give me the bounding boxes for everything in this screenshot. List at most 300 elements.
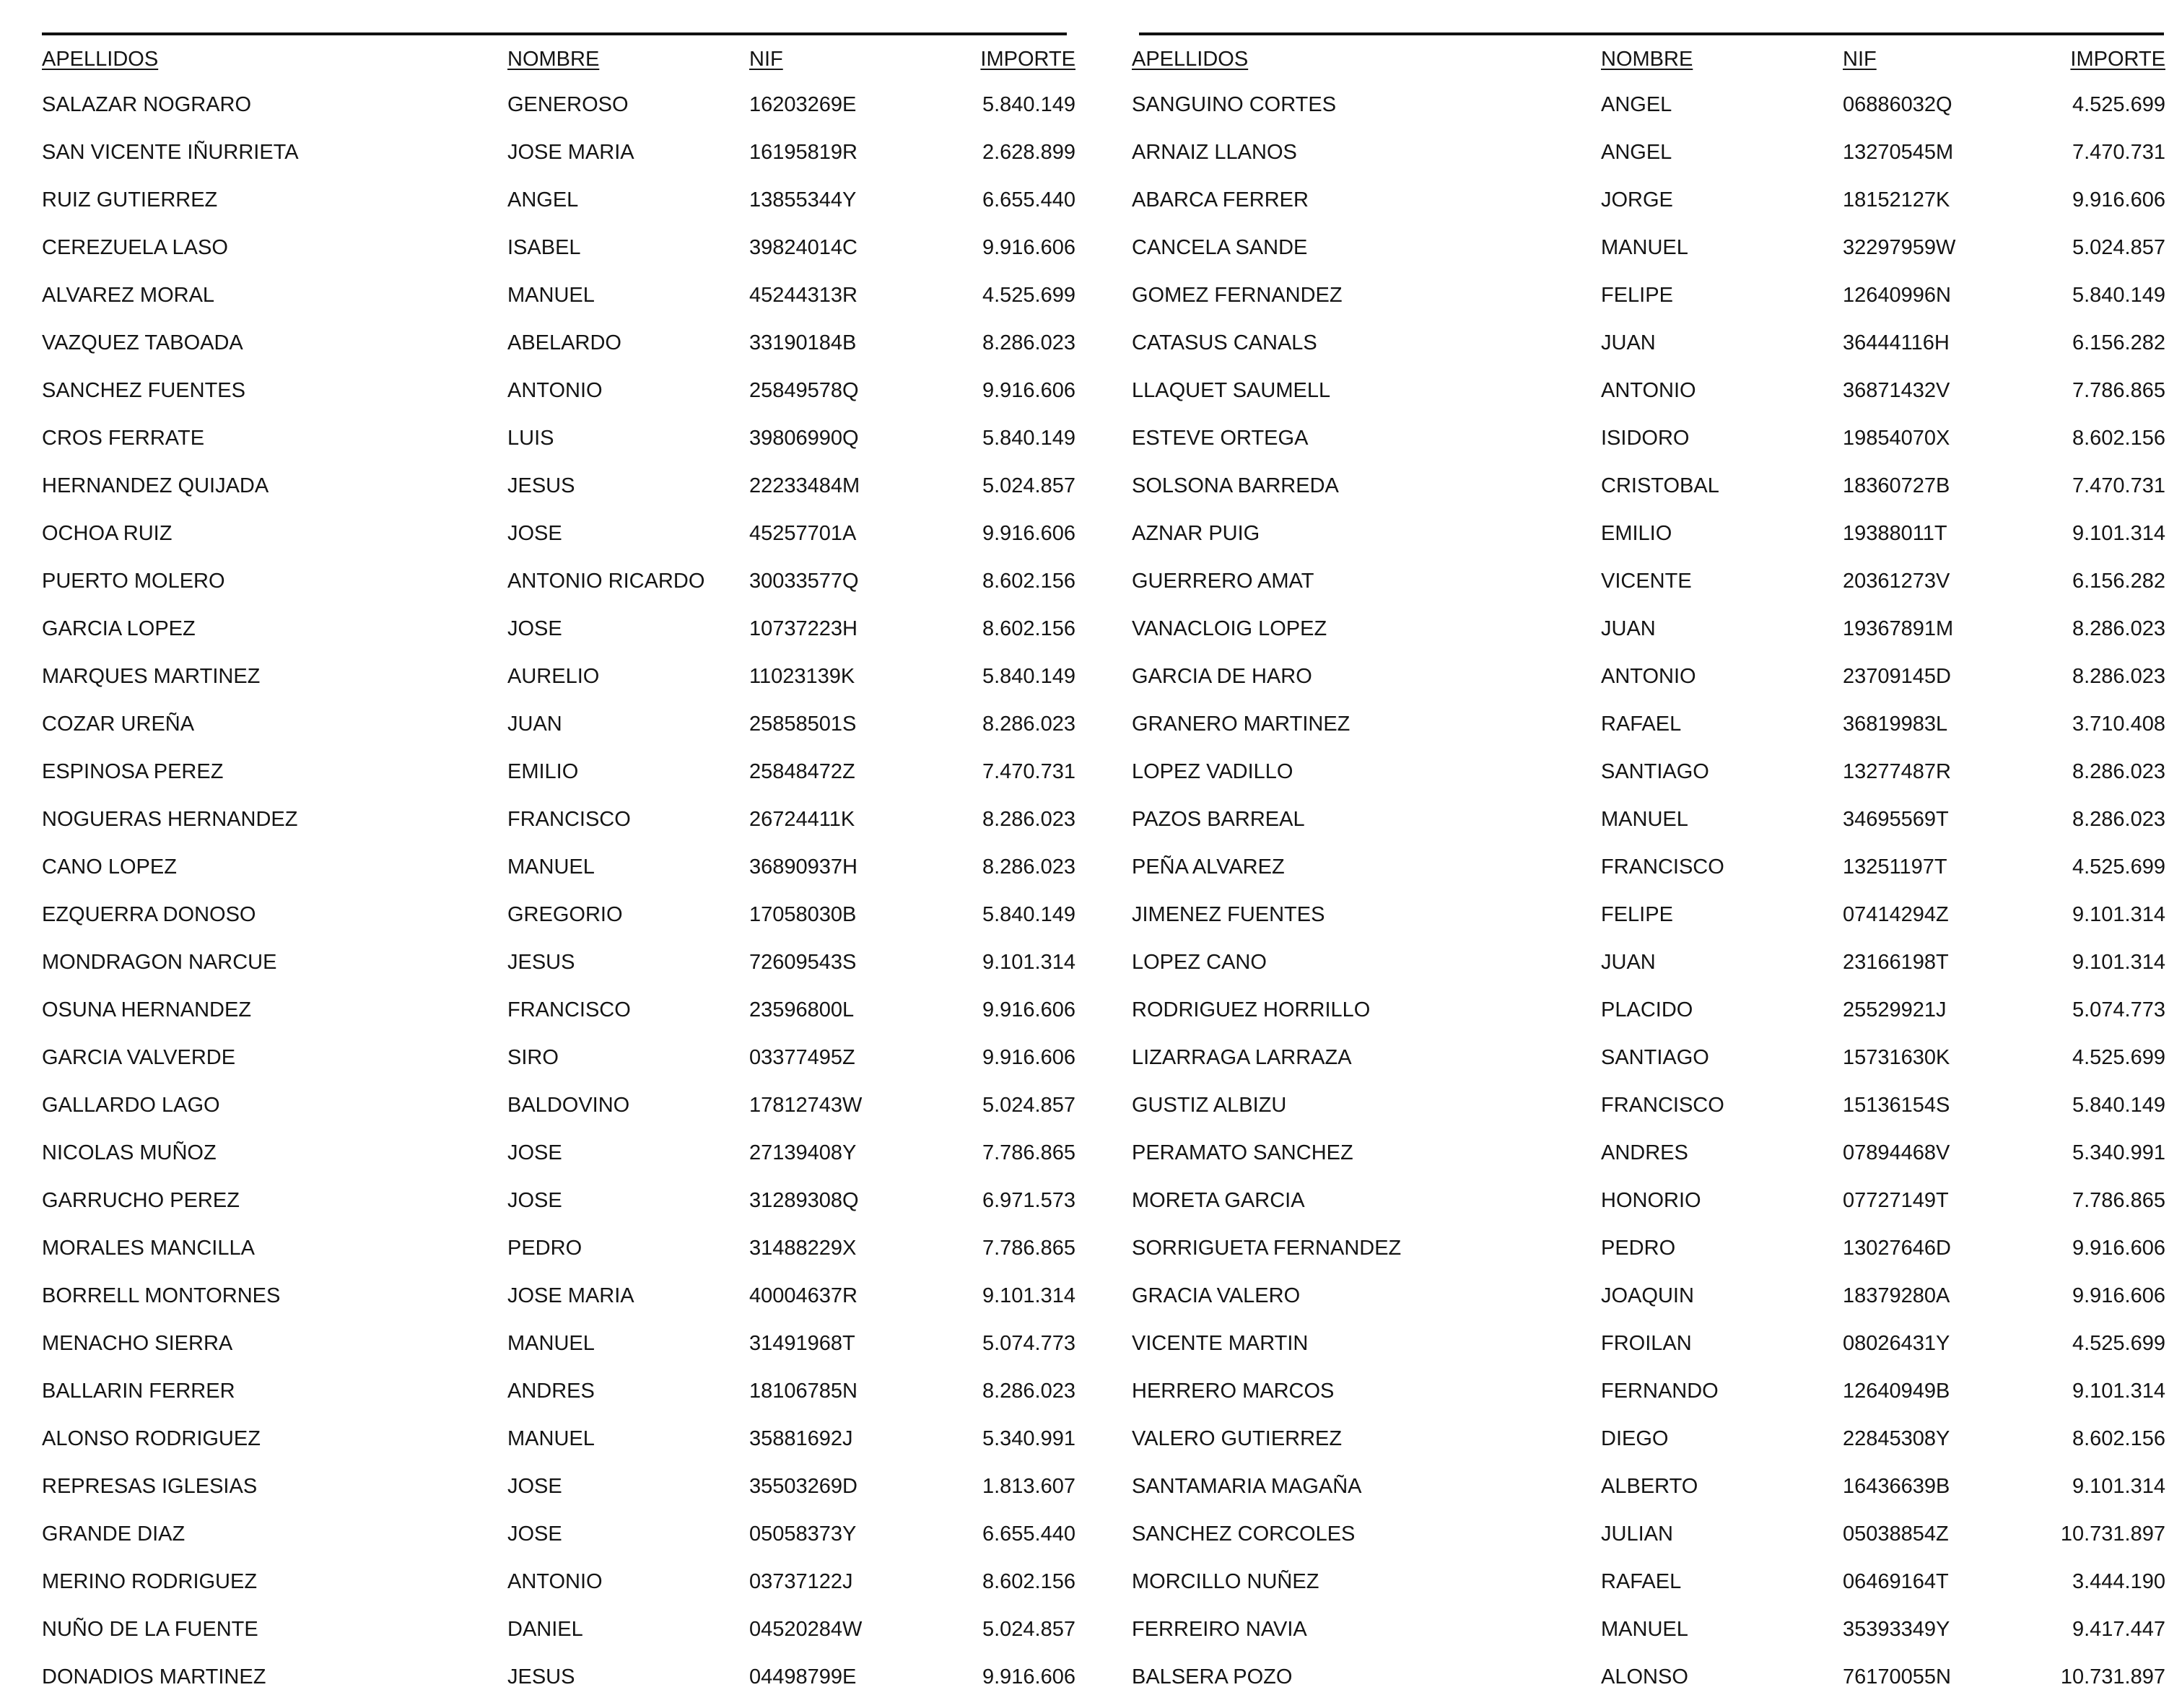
cell-importe: 8.602.156 [982, 570, 1075, 593]
table-row [1132, 796, 2165, 843]
cell-apellidos: MORCILLO NUÑEZ [1132, 1570, 1319, 1593]
table-row [1132, 462, 2165, 510]
table-row [42, 1224, 1075, 1272]
table-row [1132, 1367, 2165, 1415]
cell-importe: 5.840.149 [2072, 284, 2165, 307]
table-row [1132, 605, 2165, 653]
cell-importe: 9.101.314 [2072, 1380, 2165, 1403]
cell-apellidos: VALERO GUTIERREZ [1132, 1427, 1343, 1450]
cell-importe: 8.602.156 [982, 1570, 1075, 1593]
header-apellidos: APELLIDOS [42, 48, 159, 71]
cell-nombre: JUAN [507, 713, 562, 736]
cell-nombre: EMILIO [1601, 522, 1672, 545]
cell-nif: 13855344Y [749, 188, 857, 212]
cell-importe: 6.655.440 [982, 1522, 1075, 1546]
cell-nif: 23709145D [1843, 665, 1951, 688]
table-row [42, 271, 1075, 319]
cell-importe: 9.916.606 [982, 236, 1075, 259]
cell-apellidos: BORRELL MONTORNES [42, 1284, 281, 1307]
cell-apellidos: ESTEVE ORTEGA [1132, 427, 1309, 450]
cell-importe: 2.628.899 [982, 141, 1075, 164]
cell-apellidos: VAZQUEZ TABOADA [42, 331, 243, 354]
table-row [1132, 319, 2165, 367]
cell-nif: 36444116H [1843, 331, 1950, 354]
cell-apellidos: OSUNA HERNANDEZ [42, 998, 252, 1021]
header-importe: IMPORTE [2070, 48, 2165, 71]
table-row [42, 891, 1075, 938]
cell-nif: 25858501S [749, 713, 857, 736]
cell-nif: 40004637R [749, 1284, 857, 1307]
cell-apellidos: MENACHO SIERRA [42, 1332, 233, 1355]
table-row [1132, 843, 2165, 891]
cell-importe: 6.156.282 [2072, 331, 2165, 354]
cell-nombre: ANTONIO [507, 379, 603, 402]
table-row [1132, 1177, 2165, 1224]
cell-importe: 4.525.699 [982, 284, 1075, 307]
top-rule-right [1139, 32, 2164, 35]
cell-apellidos: ESPINOSA PEREZ [42, 760, 224, 783]
cell-nombre: FRANCISCO [1601, 855, 1724, 879]
cell-apellidos: COZAR UREÑA [42, 713, 195, 736]
cell-apellidos: CEREZUELA LASO [42, 236, 228, 259]
right-table [1132, 43, 2165, 1701]
cell-apellidos: HERNANDEZ QUIJADA [42, 474, 269, 497]
table-row [1132, 891, 2165, 938]
table-row [42, 1605, 1075, 1653]
cell-importe: 4.525.699 [2072, 1332, 2165, 1355]
cell-importe: 9.101.314 [2072, 951, 2165, 974]
cell-nif: 35881692J [749, 1427, 853, 1450]
cell-nif: 30033577Q [749, 570, 859, 593]
table-row [1132, 414, 2165, 462]
cell-nombre: CRISTOBAL [1601, 474, 1719, 497]
cell-nif: 76170055N [1843, 1665, 1951, 1689]
cell-nif: 39824014C [749, 236, 857, 259]
table-row [42, 1034, 1075, 1081]
table-row [42, 1177, 1075, 1224]
cell-nombre: ANTONIO [507, 1570, 603, 1593]
cell-nombre: MANUEL [1601, 1618, 1688, 1641]
right-rows [1132, 81, 2165, 1701]
table-row [42, 986, 1075, 1034]
cell-nif: 11023139K [749, 665, 855, 688]
cell-apellidos: MERINO RODRIGUEZ [42, 1570, 258, 1593]
cell-importe: 9.916.606 [982, 522, 1075, 545]
table-row [42, 81, 1075, 128]
cell-importe: 5.340.991 [982, 1427, 1075, 1450]
cell-nombre: MANUEL [1601, 808, 1688, 831]
cell-apellidos: CANCELA SANDE [1132, 236, 1308, 259]
table-row [42, 748, 1075, 796]
cell-importe: 7.786.865 [982, 1141, 1075, 1164]
cell-importe: 8.602.156 [2072, 427, 2165, 450]
cell-nif: 23166198T [1843, 951, 1949, 974]
cell-nombre: RAFAEL [1601, 1570, 1682, 1593]
cell-nombre: JOSE [507, 522, 562, 545]
cell-apellidos: OCHOA RUIZ [42, 522, 173, 545]
table-row [42, 1415, 1075, 1463]
cell-importe: 5.840.149 [2072, 1094, 2165, 1117]
cell-apellidos: GOMEZ FERNANDEZ [1132, 284, 1343, 307]
cell-nombre: MANUEL [507, 1332, 595, 1355]
cell-nif: 18106785N [749, 1380, 857, 1403]
cell-nif: 05058373Y [749, 1522, 857, 1546]
cell-apellidos: SANCHEZ FUENTES [42, 379, 245, 402]
cell-apellidos: BALLARIN FERRER [42, 1380, 235, 1403]
table-row [42, 1463, 1075, 1510]
cell-nif: 19367891M [1843, 617, 1954, 640]
cell-apellidos: PUERTO MOLERO [42, 570, 225, 593]
cell-apellidos: ALONSO RODRIGUEZ [42, 1427, 261, 1450]
cell-importe: 4.525.699 [2072, 1046, 2165, 1069]
cell-importe: 9.417.447 [2072, 1618, 2165, 1641]
cell-apellidos: MONDRAGON NARCUE [42, 951, 277, 974]
cell-apellidos: LIZARRAGA LARRAZA [1132, 1046, 1352, 1069]
cell-importe: 7.470.731 [2072, 141, 2165, 164]
cell-nif: 18360727B [1843, 474, 1950, 497]
cell-nif: 35393349Y [1843, 1618, 1950, 1641]
cell-apellidos: GARCIA DE HARO [1132, 665, 1312, 688]
cell-apellidos: VANACLOIG LOPEZ [1132, 617, 1327, 640]
cell-apellidos: SANGUINO CORTES [1132, 93, 1337, 116]
table-row [1132, 1034, 2165, 1081]
cell-nif: 07414294Z [1843, 903, 1949, 926]
table-row [1132, 986, 2165, 1034]
cell-nif: 06469164T [1843, 1570, 1949, 1593]
cell-importe: 8.286.023 [2072, 808, 2165, 831]
cell-apellidos: SORRIGUETA FERNANDEZ [1132, 1237, 1402, 1260]
cell-nombre: PLACIDO [1601, 998, 1693, 1021]
cell-nombre: DIEGO [1601, 1427, 1669, 1450]
table-row [42, 796, 1075, 843]
cell-nombre: LUIS [507, 427, 554, 450]
header-nif: NIF [749, 48, 783, 71]
cell-importe: 5.024.857 [982, 1094, 1075, 1117]
cell-importe: 9.101.314 [982, 1284, 1075, 1307]
table-row [42, 1367, 1075, 1415]
table-row [42, 1653, 1075, 1701]
cell-nombre: BALDOVINO [507, 1094, 630, 1117]
table-row [42, 1129, 1075, 1177]
cell-apellidos: RODRIGUEZ HORRILLO [1132, 998, 1371, 1021]
header-apellidos: APELLIDOS [1132, 48, 1249, 71]
cell-apellidos: REPRESAS IGLESIAS [42, 1475, 258, 1498]
cell-importe: 8.286.023 [2072, 760, 2165, 783]
cell-importe: 7.470.731 [982, 760, 1075, 783]
cell-nombre: JOSE [507, 1522, 562, 1546]
cell-nombre: JULIAN [1601, 1522, 1673, 1546]
cell-nif: 34695569T [1843, 808, 1949, 831]
cell-importe: 5.840.149 [982, 427, 1075, 450]
cell-apellidos: VICENTE MARTIN [1132, 1332, 1309, 1355]
cell-importe: 9.916.606 [982, 379, 1075, 402]
cell-nombre: JOSE MARIA [507, 141, 634, 164]
cell-apellidos: SAN VICENTE IÑURRIETA [42, 141, 299, 164]
cell-apellidos: NUÑO DE LA FUENTE [42, 1618, 258, 1641]
cell-importe: 3.444.190 [2072, 1570, 2165, 1593]
cell-nombre: FRANCISCO [1601, 1094, 1724, 1117]
cell-nombre: MANUEL [1601, 236, 1688, 259]
cell-apellidos: EZQUERRA DONOSO [42, 903, 256, 926]
cell-nif: 23596800L [749, 998, 855, 1021]
table-row [42, 414, 1075, 462]
cell-nombre: SANTIAGO [1601, 760, 1709, 783]
table-row [1132, 1558, 2165, 1605]
cell-apellidos: GARRUCHO PEREZ [42, 1189, 240, 1212]
cell-nif: 13251197T [1843, 855, 1947, 879]
cell-importe: 10.731.897 [2060, 1665, 2165, 1689]
cell-nif: 35503269D [749, 1475, 857, 1498]
cell-nif: 72609543S [749, 951, 857, 974]
table-row [1132, 1463, 2165, 1510]
cell-importe: 8.286.023 [982, 855, 1075, 879]
cell-apellidos: DONADIOS MARTINEZ [42, 1665, 266, 1689]
table-row [42, 367, 1075, 414]
cell-nombre: ANDRES [1601, 1141, 1688, 1164]
cell-importe: 8.602.156 [2072, 1427, 2165, 1450]
cell-apellidos: GRANDE DIAZ [42, 1522, 186, 1546]
cell-importe: 9.101.314 [982, 951, 1075, 974]
cell-importe: 9.101.314 [2072, 903, 2165, 926]
cell-nif: 08026431Y [1843, 1332, 1950, 1355]
cell-apellidos: SANCHEZ CORCOLES [1132, 1522, 1356, 1546]
cell-importe: 7.786.865 [2072, 379, 2165, 402]
cell-nombre: MANUEL [507, 855, 595, 879]
cell-nombre: DANIEL [507, 1618, 583, 1641]
table-row [1132, 557, 2165, 605]
cell-nif: 20361273V [1843, 570, 1950, 593]
cell-nombre: ISIDORO [1601, 427, 1690, 450]
cell-apellidos: CROS FERRATE [42, 427, 205, 450]
cell-apellidos: ARNAIZ LLANOS [1132, 141, 1297, 164]
cell-apellidos: PAZOS BARREAL [1132, 808, 1305, 831]
cell-importe: 3.710.408 [2072, 713, 2165, 736]
cell-apellidos: CANO LOPEZ [42, 855, 177, 879]
cell-importe: 5.024.857 [982, 1618, 1075, 1641]
cell-importe: 6.655.440 [982, 188, 1075, 212]
table-row [42, 938, 1075, 986]
cell-nif: 04498799E [749, 1665, 857, 1689]
cell-nombre: ANTONIO RICARDO [507, 570, 705, 593]
table-row [1132, 1129, 2165, 1177]
cell-apellidos: GALLARDO LAGO [42, 1094, 220, 1117]
cell-importe: 5.024.857 [2072, 236, 2165, 259]
cell-nombre: AURELIO [507, 665, 600, 688]
table-row [42, 1272, 1075, 1320]
table-row [42, 176, 1075, 224]
cell-nombre: FROILAN [1601, 1332, 1692, 1355]
cell-nif: 26724411K [749, 808, 855, 831]
cell-importe: 8.286.023 [982, 1380, 1075, 1403]
cell-nombre: JUAN [1601, 331, 1656, 354]
cell-importe: 5.340.991 [2072, 1141, 2165, 1164]
cell-nombre: RAFAEL [1601, 713, 1682, 736]
top-rule-left [42, 32, 1067, 35]
cell-nif: 13270545M [1843, 141, 1954, 164]
cell-importe: 8.286.023 [2072, 617, 2165, 640]
cell-nif: 31488229X [749, 1237, 857, 1260]
table-row [1132, 1415, 2165, 1463]
cell-nombre: JESUS [507, 951, 575, 974]
table-row [1132, 1653, 2165, 1701]
cell-nombre: HONORIO [1601, 1189, 1701, 1212]
cell-importe: 6.971.573 [982, 1189, 1075, 1212]
cell-nif: 45257701A [749, 522, 857, 545]
cell-apellidos: NICOLAS MUÑOZ [42, 1141, 217, 1164]
table-row [1132, 271, 2165, 319]
cell-nif: 13277487R [1843, 760, 1951, 783]
table-row [42, 128, 1075, 176]
cell-apellidos: PERAMATO SANCHEZ [1132, 1141, 1353, 1164]
table-row [42, 1510, 1075, 1558]
cell-nif: 27139408Y [749, 1141, 857, 1164]
cell-nombre: ANGEL [1601, 141, 1672, 164]
cell-nif: 31491968T [749, 1332, 855, 1355]
table-row [1132, 510, 2165, 557]
cell-nif: 07727149T [1843, 1189, 1949, 1212]
left-table [42, 43, 1075, 1701]
cell-nombre: JESUS [507, 474, 575, 497]
cell-nombre: JOSE MARIA [507, 1284, 634, 1307]
cell-nif: 45244313R [749, 284, 857, 307]
cell-nif: 05038854Z [1843, 1522, 1949, 1546]
cell-apellidos: GRANERO MARTINEZ [1132, 713, 1350, 736]
cell-apellidos: MORETA GARCIA [1132, 1189, 1305, 1212]
cell-nombre: JUAN [1601, 951, 1656, 974]
cell-apellidos: JIMENEZ FUENTES [1132, 903, 1325, 926]
cell-apellidos: AZNAR PUIG [1132, 522, 1260, 545]
cell-importe: 5.840.149 [982, 665, 1075, 688]
cell-importe: 10.731.897 [2060, 1522, 2165, 1546]
left-header-row [42, 43, 1075, 78]
cell-nif: 07894468V [1843, 1141, 1950, 1164]
cell-nombre: JOSE [507, 617, 562, 640]
cell-nif: 03737122J [749, 1570, 853, 1593]
cell-importe: 8.286.023 [982, 331, 1075, 354]
cell-nif: 36890937H [749, 855, 857, 879]
cell-nombre: JESUS [507, 1665, 575, 1689]
table-row [1132, 700, 2165, 748]
cell-nombre: JORGE [1601, 188, 1673, 212]
cell-importe: 1.813.607 [982, 1475, 1075, 1498]
table-row [1132, 938, 2165, 986]
cell-nombre: FERNANDO [1601, 1380, 1719, 1403]
cell-nif: 12640996N [1843, 284, 1951, 307]
table-row [1132, 1605, 2165, 1653]
cell-apellidos: LOPEZ VADILLO [1132, 760, 1293, 783]
cell-nif: 36871432V [1843, 379, 1950, 402]
cell-nif: 39806990Q [749, 427, 859, 450]
cell-importe: 9.916.606 [2072, 1284, 2165, 1307]
table-row [42, 700, 1075, 748]
cell-importe: 9.916.606 [982, 1046, 1075, 1069]
cell-importe: 4.525.699 [2072, 93, 2165, 116]
table-row [42, 319, 1075, 367]
cell-apellidos: MARQUES MARTINEZ [42, 665, 261, 688]
table-row [1132, 1272, 2165, 1320]
right-header-row [1132, 43, 2165, 78]
cell-nif: 03377495Z [749, 1046, 855, 1069]
cell-nombre: SANTIAGO [1601, 1046, 1709, 1069]
cell-importe: 6.156.282 [2072, 570, 2165, 593]
table-row [42, 224, 1075, 271]
cell-nombre: MANUEL [507, 284, 595, 307]
cell-nombre: JOSE [507, 1475, 562, 1498]
table-row [1132, 1224, 2165, 1272]
cell-apellidos: GARCIA VALVERDE [42, 1046, 236, 1069]
table-row [1132, 1320, 2165, 1367]
table-row [1132, 128, 2165, 176]
cell-nombre: JOSE [507, 1141, 562, 1164]
cell-importe: 4.525.699 [2072, 855, 2165, 879]
cell-nif: 16203269E [749, 93, 857, 116]
table-row [42, 510, 1075, 557]
cell-nif: 19388011T [1843, 522, 1947, 545]
table-row [42, 843, 1075, 891]
cell-nif: 17058030B [749, 903, 857, 926]
cell-apellidos: GUSTIZ ALBIZU [1132, 1094, 1287, 1117]
cell-importe: 9.916.606 [982, 1665, 1075, 1689]
cell-nif: 18152127K [1843, 188, 1950, 212]
cell-nombre: ANGEL [507, 188, 579, 212]
left-rows [42, 81, 1075, 1701]
cell-nombre: FELIPE [1601, 284, 1673, 307]
cell-apellidos: FERREIRO NAVIA [1132, 1618, 1307, 1641]
cell-nombre: JOAQUIN [1601, 1284, 1694, 1307]
table-row [1132, 748, 2165, 796]
cell-nif: 32297959W [1843, 236, 1956, 259]
cell-nombre: PEDRO [507, 1237, 582, 1260]
cell-apellidos: SOLSONA BARREDA [1132, 474, 1339, 497]
cell-nif: 15136154S [1843, 1094, 1950, 1117]
cell-apellidos: LLAQUET SAUMELL [1132, 379, 1331, 402]
cell-nombre: VICENTE [1601, 570, 1692, 593]
cell-nif: 16436639B [1843, 1475, 1950, 1498]
table-row [42, 653, 1075, 700]
cell-importe: 8.286.023 [982, 713, 1075, 736]
header-nombre: NOMBRE [507, 48, 600, 71]
cell-importe: 5.024.857 [982, 474, 1075, 497]
cell-nif: 06886032Q [1843, 93, 1952, 116]
table-row [1132, 367, 2165, 414]
cell-importe: 7.470.731 [2072, 474, 2165, 497]
cell-importe: 9.101.314 [2072, 1475, 2165, 1498]
cell-nombre: GREGORIO [507, 903, 623, 926]
cell-importe: 5.840.149 [982, 93, 1075, 116]
cell-importe: 5.840.149 [982, 903, 1075, 926]
table-row [1132, 176, 2165, 224]
cell-importe: 9.916.606 [2072, 1237, 2165, 1260]
header-importe: IMPORTE [980, 48, 1075, 71]
cell-nif: 12640949B [1843, 1380, 1950, 1403]
table-row [1132, 81, 2165, 128]
cell-nif: 25849578Q [749, 379, 859, 402]
table-row [42, 462, 1075, 510]
cell-apellidos: RUIZ GUTIERREZ [42, 188, 218, 212]
cell-nombre: ANTONIO [1601, 665, 1696, 688]
cell-nif: 13027646D [1843, 1237, 1951, 1260]
cell-importe: 9.916.606 [982, 998, 1075, 1021]
table-row [1132, 1081, 2165, 1129]
cell-apellidos: PEÑA ALVAREZ [1132, 855, 1285, 879]
cell-nombre: ANDRES [507, 1380, 595, 1403]
header-nif: NIF [1843, 48, 1877, 71]
cell-apellidos: GUERRERO AMAT [1132, 570, 1314, 593]
cell-nif: 33190184B [749, 331, 857, 354]
cell-nif: 31289308Q [749, 1189, 859, 1212]
cell-apellidos: GRACIA VALERO [1132, 1284, 1301, 1307]
table-row [42, 1558, 1075, 1605]
